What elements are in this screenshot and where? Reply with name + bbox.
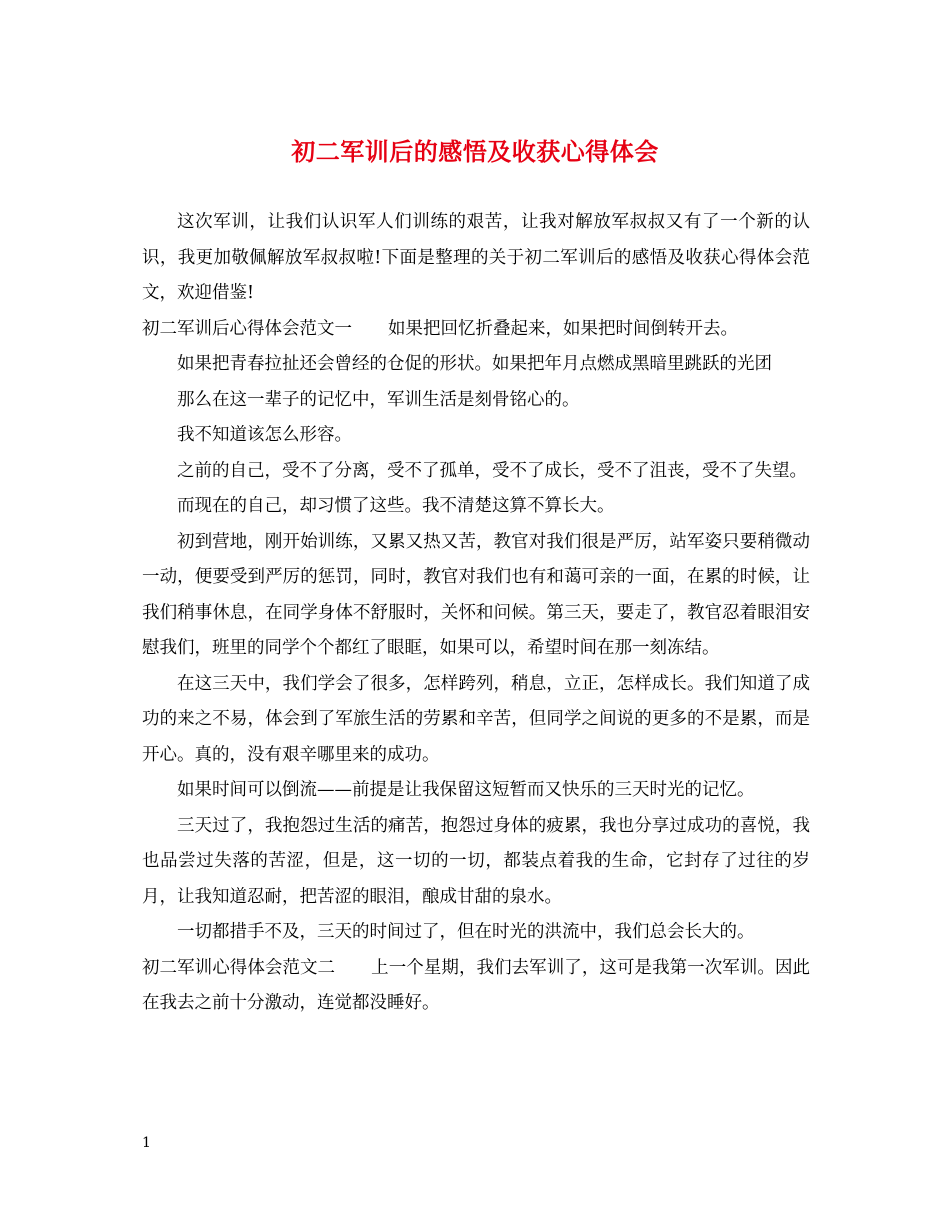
section-2-heading-line xyxy=(142,951,810,1022)
paragraph: 如果把青春拉扯还会曾经的仓促的形状。如果把年月点燃成黑暗里跳跃的光团 xyxy=(177,354,772,374)
section-1-heading: 初二军训后心得体会范文一 xyxy=(142,318,352,339)
intro-paragraph: 这次军训，让我们认识军人们训练的艰苦，让我对解放军叔叔又有了一个新的认识，我更加敬佩解放军叔叔啦!下面是整理的关于初二军训后的感悟及收获心得体会范文，欢迎借鉴! xyxy=(142,212,810,303)
paragraph: 三天过了，我抱怨过生活的痛苦，抱怨过身体的疲累，我也分享过成功的喜悦，我也品尝过失落的苦涩，但是，这一切的一切，都装点着我的生命，它封存了过往的岁月，让我知道忍耐，把苦涩的眼泪，酿成甘甜的泉水。 xyxy=(142,815,810,907)
paragraph: 一切都措手不及，三天的时间过了，但在时光的洪流中，我们总会长大的。 xyxy=(177,922,755,942)
section-1-lead: 如果把回忆折叠起来，如果把时间倒转开去。 xyxy=(388,318,738,339)
paragraph: 我不知道该怎么形容。 xyxy=(177,425,352,445)
paragraph: 在这三天中，我们学会了很多，怎样跨列，稍息，立正，怎样成长。我们知道了成功的来之不易，体会到了军旅生活的劳累和辛苦，但同学之间说的更多的不是累，而是开心。真的，没有艰辛哪里来的成功。 xyxy=(142,673,810,765)
paragraph: 如果时间可以倒流——前提是让我保留这短暂而又快乐的三天时光的记忆。 xyxy=(177,780,755,800)
section-2-lead: 上一个星期，我们去军训了，这可是我第一次军训。因此在我去之前十分激动，连觉都没睡好。 xyxy=(142,957,811,1013)
page-number: 1 xyxy=(142,1135,151,1151)
paragraph: 而现在的自己，却习惯了这些。我不清楚这算不算长大。 xyxy=(177,496,615,516)
section-1-heading-line xyxy=(142,312,810,348)
paragraph: 之前的自己，受不了分离，受不了孤单，受不了成长，受不了沮丧，受不了失望。 xyxy=(177,460,807,481)
paragraph: 那么在这一辈子的记忆中，军训生活是刻骨铭心的。 xyxy=(177,389,580,410)
document-body xyxy=(142,205,810,1022)
paragraph: 初到营地，刚开始训练，又累又热又苦，教官对我们很是严厉，站军姿只要稍微动一动，便要受到严厉的惩罚，同时，教官对我们也有和蔼可亲的一面，在累的时候，让我们稍事休息，在同学身体不舒服时，关怀和问候。第三天，要走了，教官忍着眼泪安慰我们，班里的同学个个都红了眼眶，如果可以，希望时间在那一刻冻结。 xyxy=(142,531,810,658)
document-title: 初二军训后的感悟及收获心得体会 xyxy=(291,137,659,166)
section-2-heading: 初二军训心得体会范文二 xyxy=(142,957,336,978)
